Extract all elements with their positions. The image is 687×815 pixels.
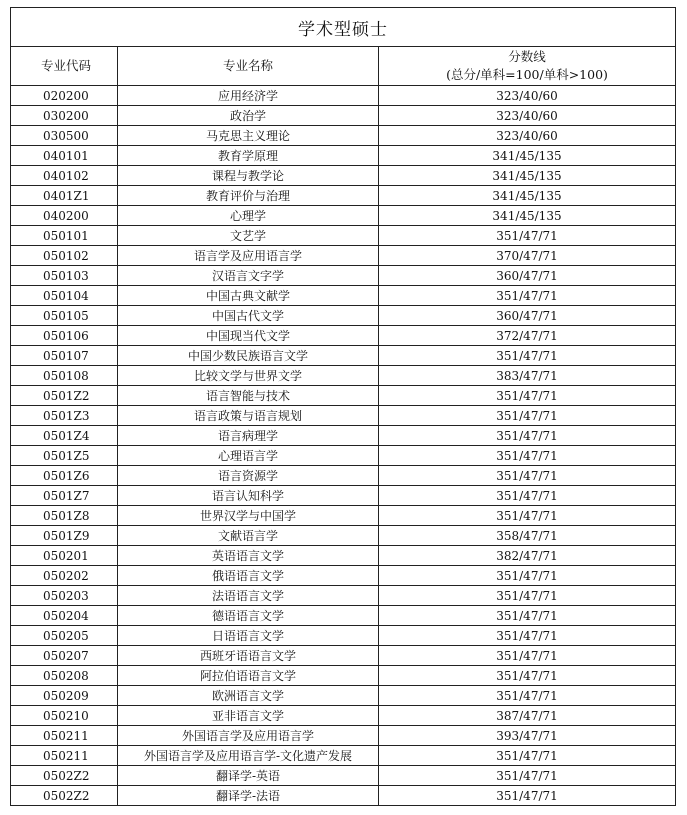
table-body <box>11 86 676 806</box>
row-score: 360/47/71 <box>379 266 676 286</box>
row-name: 欧洲语言文学 <box>118 686 379 706</box>
row-score: 382/47/71 <box>379 546 676 566</box>
row-name: 课程与教学论 <box>118 166 379 186</box>
row-code: 050101 <box>11 226 118 246</box>
row-code: 030500 <box>11 126 118 146</box>
row-score: 341/45/135 <box>379 146 676 166</box>
row-score: 351/47/71 <box>379 446 676 466</box>
row-score: 351/47/71 <box>379 766 676 786</box>
row-code: 0501Z9 <box>11 526 118 546</box>
row-name: 语言认知科学 <box>118 486 379 506</box>
row-code: 050202 <box>11 566 118 586</box>
row-score: 358/47/71 <box>379 526 676 546</box>
row-name: 马克思主义理论 <box>118 126 379 146</box>
table-row <box>11 626 676 646</box>
row-code: 050211 <box>11 746 118 766</box>
row-code: 050104 <box>11 286 118 306</box>
row-name: 世界汉学与中国学 <box>118 506 379 526</box>
row-score: 351/47/71 <box>379 666 676 686</box>
row-code: 050108 <box>11 366 118 386</box>
row-score: 351/47/71 <box>379 386 676 406</box>
row-score: 323/40/60 <box>379 86 676 106</box>
header-score-label: 分数线 <box>508 49 546 64</box>
row-name: 政治学 <box>118 106 379 126</box>
table-row <box>11 126 676 146</box>
row-score: 351/47/71 <box>379 226 676 246</box>
row-score: 372/47/71 <box>379 326 676 346</box>
row-score: 370/47/71 <box>379 246 676 266</box>
row-name: 亚非语言文学 <box>118 706 379 726</box>
table-row <box>11 386 676 406</box>
table-row <box>11 206 676 226</box>
row-name: 语言病理学 <box>118 426 379 446</box>
header-code: 专业代码 <box>11 47 118 86</box>
table-row <box>11 426 676 446</box>
table-row <box>11 446 676 466</box>
table-row <box>11 766 676 786</box>
row-score: 351/47/71 <box>379 506 676 526</box>
row-name: 教育学原理 <box>118 146 379 166</box>
row-name: 中国现当代文学 <box>118 326 379 346</box>
table-row <box>11 666 676 686</box>
score-table-container <box>10 7 675 806</box>
row-name: 语言资源学 <box>118 466 379 486</box>
row-code: 050105 <box>11 306 118 326</box>
row-code: 0501Z4 <box>11 426 118 446</box>
table-row <box>11 646 676 666</box>
table-row <box>11 526 676 546</box>
table-row <box>11 326 676 346</box>
header-row <box>11 47 676 86</box>
row-score: 351/47/71 <box>379 406 676 426</box>
row-code: 050209 <box>11 686 118 706</box>
table-row <box>11 346 676 366</box>
row-code: 050205 <box>11 626 118 646</box>
row-code: 0501Z5 <box>11 446 118 466</box>
row-code: 0502Z2 <box>11 786 118 806</box>
row-score: 351/47/71 <box>379 566 676 586</box>
table-row <box>11 246 676 266</box>
row-name: 英语语言文学 <box>118 546 379 566</box>
table-row <box>11 606 676 626</box>
row-code: 0501Z3 <box>11 406 118 426</box>
table-row <box>11 166 676 186</box>
table-row <box>11 546 676 566</box>
row-name: 应用经济学 <box>118 86 379 106</box>
table-row <box>11 566 676 586</box>
row-code: 0501Z6 <box>11 466 118 486</box>
header-score-detail: (总分/单科=100/单科>100) <box>446 67 608 82</box>
row-score: 351/47/71 <box>379 286 676 306</box>
table-row <box>11 286 676 306</box>
row-code: 040200 <box>11 206 118 226</box>
row-code: 020200 <box>11 86 118 106</box>
row-name: 心理语言学 <box>118 446 379 466</box>
row-name: 翻译学-英语 <box>118 766 379 786</box>
table-row <box>11 686 676 706</box>
table-row <box>11 706 676 726</box>
row-code: 050201 <box>11 546 118 566</box>
row-score: 387/47/71 <box>379 706 676 726</box>
row-name: 外国语言学及应用语言学-文化遗产发展 <box>118 746 379 766</box>
row-score: 351/47/71 <box>379 606 676 626</box>
row-name: 文艺学 <box>118 226 379 246</box>
row-score: 383/47/71 <box>379 366 676 386</box>
row-score: 351/47/71 <box>379 346 676 366</box>
row-name: 中国古典文献学 <box>118 286 379 306</box>
row-score: 360/47/71 <box>379 306 676 326</box>
row-name: 阿拉伯语语言文学 <box>118 666 379 686</box>
row-score: 351/47/71 <box>379 646 676 666</box>
table-title: 学术型硕士 <box>11 8 676 47</box>
row-score: 393/47/71 <box>379 726 676 746</box>
row-code: 050211 <box>11 726 118 746</box>
row-name: 俄语语言文学 <box>118 566 379 586</box>
row-score: 341/45/135 <box>379 166 676 186</box>
row-code: 050102 <box>11 246 118 266</box>
row-code: 030200 <box>11 106 118 126</box>
table-row <box>11 586 676 606</box>
row-name: 法语语言文学 <box>118 586 379 606</box>
header-name: 专业名称 <box>118 47 379 86</box>
table-row <box>11 486 676 506</box>
row-code: 050204 <box>11 606 118 626</box>
row-score: 323/40/60 <box>379 126 676 146</box>
table-row <box>11 226 676 246</box>
row-score: 341/45/135 <box>379 206 676 226</box>
table-row <box>11 366 676 386</box>
row-code: 0501Z7 <box>11 486 118 506</box>
row-score: 351/47/71 <box>379 746 676 766</box>
table-row <box>11 786 676 806</box>
row-name: 德语语言文学 <box>118 606 379 626</box>
table-row <box>11 106 676 126</box>
row-code: 040101 <box>11 146 118 166</box>
row-code: 050103 <box>11 266 118 286</box>
row-name: 中国少数民族语言文学 <box>118 346 379 366</box>
row-name: 中国古代文学 <box>118 306 379 326</box>
row-score: 351/47/71 <box>379 466 676 486</box>
row-code: 0501Z8 <box>11 506 118 526</box>
row-code: 050210 <box>11 706 118 726</box>
row-score: 323/40/60 <box>379 106 676 126</box>
row-score: 351/47/71 <box>379 626 676 646</box>
row-name: 西班牙语语言文学 <box>118 646 379 666</box>
table-row <box>11 506 676 526</box>
row-code: 0401Z1 <box>11 186 118 206</box>
row-code: 050106 <box>11 326 118 346</box>
row-code: 0502Z2 <box>11 766 118 786</box>
row-code: 040102 <box>11 166 118 186</box>
table-row <box>11 306 676 326</box>
row-code: 0501Z2 <box>11 386 118 406</box>
row-name: 日语语言文学 <box>118 626 379 646</box>
table-row <box>11 746 676 766</box>
table-row <box>11 726 676 746</box>
row-name: 比较文学与世界文学 <box>118 366 379 386</box>
row-name: 翻译学-法语 <box>118 786 379 806</box>
row-score: 341/45/135 <box>379 186 676 206</box>
row-score: 351/47/71 <box>379 486 676 506</box>
score-table <box>10 7 676 806</box>
row-code: 050203 <box>11 586 118 606</box>
header-score <box>379 47 676 86</box>
row-score: 351/47/71 <box>379 586 676 606</box>
row-name: 语言智能与技术 <box>118 386 379 406</box>
table-row <box>11 466 676 486</box>
row-name: 外国语言学及应用语言学 <box>118 726 379 746</box>
row-name: 教育评价与治理 <box>118 186 379 206</box>
row-code: 050107 <box>11 346 118 366</box>
row-score: 351/47/71 <box>379 686 676 706</box>
row-score: 351/47/71 <box>379 786 676 806</box>
row-score: 351/47/71 <box>379 426 676 446</box>
table-row <box>11 266 676 286</box>
row-code: 050208 <box>11 666 118 686</box>
row-name: 文献语言学 <box>118 526 379 546</box>
table-row <box>11 406 676 426</box>
table-row <box>11 86 676 106</box>
row-name: 语言政策与语言规划 <box>118 406 379 426</box>
row-code: 050207 <box>11 646 118 666</box>
row-name: 语言学及应用语言学 <box>118 246 379 266</box>
table-row <box>11 186 676 206</box>
row-name: 汉语言文字学 <box>118 266 379 286</box>
row-name: 心理学 <box>118 206 379 226</box>
table-row <box>11 146 676 166</box>
